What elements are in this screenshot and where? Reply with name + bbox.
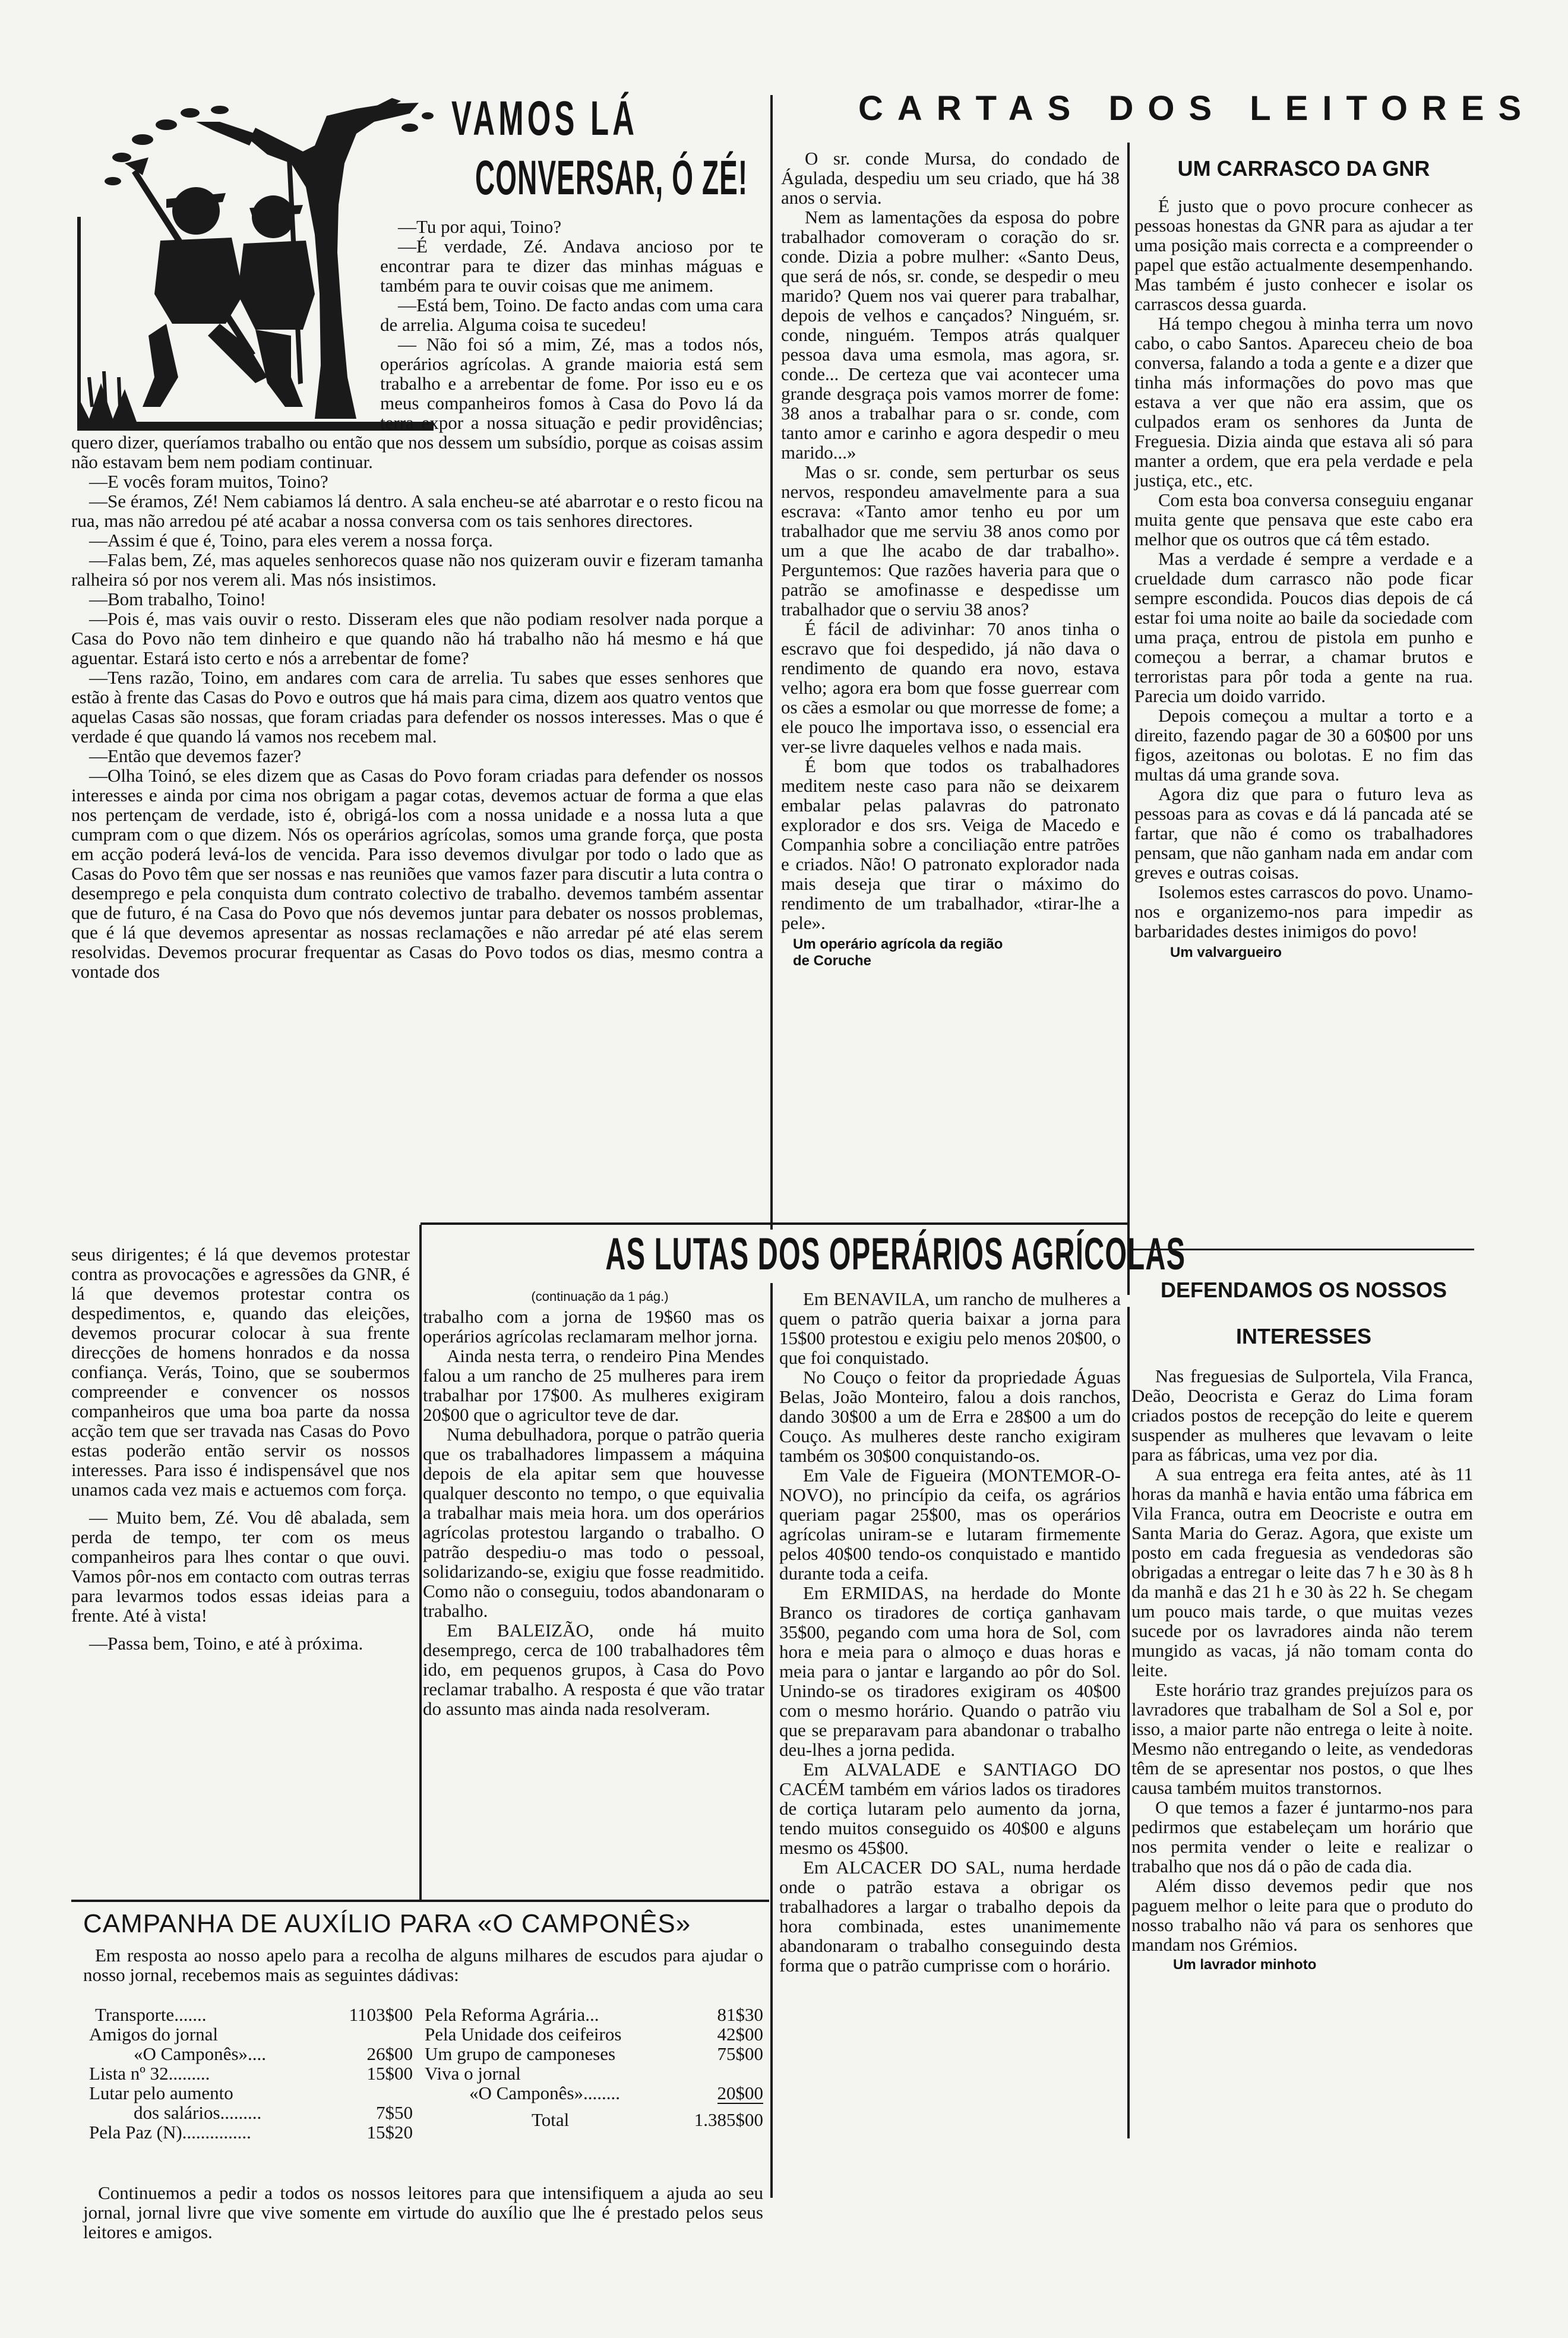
vamos-para: —Falas bem, Zé, mas aqueles senhorecos quase não nos quizeram ouvir e fizeram tamanha ralheira só por nos verem ali. Mas nós insistimos.	[71, 549, 763, 590]
letter2-para: Com esta boa conversa conseguiu enganar muita gente que pensava que este cabo era melhor que os outros que cá têm estado.	[1134, 489, 1473, 549]
ledger-total-value: 1.385$00	[694, 2109, 763, 2130]
vamos-para: seus dirigentes; é lá que devemos protestar contra as provocações e agressões da GNR, é lá que devemos protestar contra os despedimentos, e, quando das eleições, devemos procurar colocar à sua frente direcções de homens honrados e da nossa confiança. Verás, Toino, que se soubermos compreender e convencer os nossos companheiros que uma boa parte da nossa acção tem que ser travada nas Casas do Povo estas poderão então servir os nossos interesses. Para isso é indispensável que nos unamos cada vez mais e actuemos com força.	[71, 1244, 410, 1500]
defendamos-title-line1: DEFENDAMOS OS NOSSOS	[1160, 1278, 1447, 1302]
ledger-total-row	[425, 2110, 763, 2130]
letter1-signature-line1: Um operário agrícola da região	[793, 936, 1003, 952]
ledger-value: 1103$00	[349, 2004, 413, 2025]
lutas-title-wrap	[428, 1229, 1186, 1279]
ledger-row	[89, 2122, 413, 2142]
ledger-row	[89, 2083, 413, 2103]
cartas-letter2	[1134, 196, 1473, 961]
ledger-row	[425, 2044, 763, 2064]
ledger-row	[89, 2044, 413, 2064]
ledger-row	[425, 2083, 763, 2104]
divider-vertical-center-right	[1127, 143, 1130, 1295]
lutas-title: AS LUTAS DOS OPERÁRIOS AGRÍCOLAS	[605, 1229, 1186, 1279]
ledger-label: Pela Reforma Agrária...	[425, 2004, 599, 2025]
lutas-para: Em ERMIDAS, na herdade do Monte Branco os tiradores de cortiça ganhavam 35$00, pegando com uma hora de Sol, com hora e meia para o almoço e duas horas e meia para o jantar e largando ao pôr do Sol. Unindo-se os tiradores exigiram os 40$00 com o mesmo horário. Quando o patrão viu que se preparavam para abandonar o trabalho deu-lhes a jorna pedida.	[779, 1582, 1121, 1760]
ledger-label: Viva o jornal	[425, 2063, 521, 2084]
divider-vertical-campanha-right	[770, 1283, 773, 2198]
letter2-para: Há tempo chegou à minha terra um novo cabo, o cabo Santos. Apareceu cheio de boa conversa, falando a toda a gente e a dizer que tinha más informações do povo mas que estava a ver que não era assim, que os culpados eram os senhores da Junta de Freguesia. Dizia ainda que estava ali só para manter a ordem, que era pela verdade e pela justiça, etc., etc.	[1134, 313, 1473, 491]
vamos-para: —Passa bem, Toino, e até à próxima.	[89, 1633, 363, 1654]
illustration-wrap-space	[71, 217, 380, 431]
letter2-para: Agora diz que para o futuro leva as pessoas para as covas e dá lá pancada até se fartar, que não é como os trabalhadores pensam, que não ganham nada em andar com greves e outras coisas.	[1134, 783, 1473, 883]
ledger-row	[425, 2064, 763, 2083]
letter2-para: Isolemos estes carrascos do povo. Unamo-nos e organizemo-nos para impedir as barbaridades destes inimigos do povo!	[1134, 882, 1473, 941]
vamos-para: —E vocês foram muitos, Toino?	[89, 471, 328, 492]
lutas-para: No Couço o feitor da propriedade Águas Belas, João Monteiro, falou a dois ranchos, dando 30$00 a um de Erra e 28$00 a um do Couço. As mulheres deste rancho exigiram também os 30$00 conquistando-os.	[779, 1367, 1121, 1466]
ledger-row	[89, 2005, 413, 2024]
vamos-para: —Tu por aqui, Toino?	[398, 216, 562, 237]
letter1-signature-line2: de Coruche	[793, 953, 872, 969]
campanha-intro-text: Em resposta ao nosso apelo para a recolha de alguns milhares de escudos para ajudar o nosso jornal, recebemos mais as seguintes dádivas:	[83, 1945, 763, 1985]
defendamos-para: O que temos a fazer é juntarmo-nos para pedirmos que estabeleçam um horário que nos permita vender o leite e realizar o trabalho que nos dá o pão de cada dia.	[1131, 1797, 1473, 1876]
ledger-total-label: Total	[532, 2109, 570, 2130]
ledger-label: Lista nº 32.........	[89, 2063, 210, 2084]
ledger-value: 81$30	[717, 2004, 763, 2025]
ledger-value: 26$00	[366, 2043, 413, 2064]
defendamos-para: Nas freguesias de Sulportela, Vila Franca, Deão, Deocrista e Geraz do Lima foram criados postos de recepção do leite e querem suspender as mulheres que levavam o leite para as fábricas, uma vez por dia.	[1131, 1366, 1473, 1465]
divider-above-lutas	[421, 1222, 1128, 1225]
vamos-para: —Bom trabalho, Toino!	[89, 589, 266, 609]
ledger-value: 15$00	[366, 2063, 413, 2084]
ledger-label: Um grupo de camponeses	[425, 2043, 616, 2064]
lutas-para: Ainda nesta terra, o rendeiro Pina Mendes falou a um rancho de 25 mulheres para irem trabalhar por 17$00. As mulheres exigiram 20$00 que o agricultor teve de dar.	[423, 1345, 764, 1425]
campanha-closing-text: Continuemos a pedir a todos os nossos leitores para que intensifiquem a ajuda ao seu jornal, jornal livre que vive somente em virtude do auxílio que lhe é prestado pelos seus leitores e amigos.	[83, 2182, 763, 2242]
vamos-title-line1: VAMOS LÁ	[451, 91, 638, 146]
campanha-ledger-left	[89, 2005, 413, 2142]
ledger-label: Pela Unidade dos ceifeiros	[425, 2024, 622, 2045]
lutas-para: trabalho com a jorna de 19$60 mas os operários agrícolas reclamaram melhor jorna.	[423, 1306, 764, 1347]
defendamos-para: Além disso devemos pedir que nos paguem melhor o leite para que o produto do nosso trabalho não vá para os senhores que mandam nos Grémios.	[1131, 1875, 1473, 1955]
defendamos-article	[1131, 1366, 1473, 1973]
ledger-label: Amigos do jornal	[89, 2024, 218, 2045]
ledger-row	[89, 2024, 413, 2044]
divider-above-campanha	[71, 1900, 769, 1902]
lutas-para: Numa debulhadora, porque o patrão queria que os trabalhadores limpassem a máquina depois de ela apitar sem que houvesse qualquer desconto no tempo, o que equivalia a trabalhar mais meia hora. um dos operários agrícolas protestou largando o trabalho. O patrão despediu-o mas todo o pessoal, solidarizando-se, exigiu que fosse readmitido. Como não o conseguiu, todos abandonaram o trabalho.	[423, 1424, 764, 1621]
vamos-para: — Muito bem, Zé. Vou dê abalada, sem perda de tempo, ter com os meus companheiros para lhes contar o que ouvi. Vamos pôr-nos em contacto com outras terras para levarmos todos essas ideias para a frente. Até à vista!	[71, 1507, 410, 1626]
vamos-title-line2: CONVERSAR, Ó ZÉ!	[475, 151, 748, 205]
vamos-para: —Então que devemos fazer?	[89, 745, 302, 766]
vamos-article-bottom	[71, 1244, 410, 1653]
ledger-row	[425, 2024, 763, 2044]
campanha-intro	[83, 1945, 763, 1985]
ledger-label: Lutar pelo aumento	[89, 2083, 233, 2103]
ledger-value: 75$00	[717, 2043, 763, 2064]
letter1-para: O sr. conde Mursa, do condado de Águlada, despediu um seu criado, que há 38 anos o servia.	[781, 148, 1120, 208]
vamos-para: —Está bem, Toino. De facto andas com uma cara de arrelia. Alguma coisa te sucedeu!	[380, 295, 763, 335]
ledger-label: Transporte.......	[95, 2004, 207, 2025]
letter2-signature: Um valvargueiro	[1170, 944, 1282, 961]
lutas-para: Em BENAVILA, um rancho de mulheres a quem o patrão queria baixar a jorna para 15$00 protestou e exigiu pelo menos 20$00, o que foi conquistado.	[779, 1288, 1121, 1368]
lutas-subtitle: (continuação da 1 pág.)	[531, 1289, 669, 1304]
lutas-para: Em Vale de Figueira (MONTEMOR-O-NOVO), no princípio da ceifa, os agrários queriam pagar 25$00, mas os operários agrícolas uniram-se e lutaram firmemente pelos 40$00 tendo-os conquistado e mantido durante toda a ceifa.	[779, 1465, 1121, 1584]
vamos-para: — Não foi só a mim, Zé, mas a todos nós, operários agrícolas. A grande maioria está sem trabalho e a arrebentar de fome. Por isso eu e os meus companheiros fomos à Casa do Povo lá da terra expor a nossa situação e pedir providências; quero dizer, queríamos trabalho ou então que nos dessem um subsídio, porque as coisas assim não estavam bem nem podiam continuar.	[71, 334, 763, 472]
vamos-para: —Pois é, mas vais ouvir o resto. Disseram eles que não podiam resolver nada porque a Casa do Povo não tem dinheiro e que quando não há trabalho não há mesmo e há que aguentar. Estará isto certo e nós a arrebentar de fome?	[71, 608, 763, 668]
ledger-value: 20$00	[717, 2083, 763, 2103]
letter2-para: Mas a verdade é sempre a verdade e a crueldade dum carrasco não pode ficar sempre escondida. Poucos dias depois de cá estar foi uma noite ao baile da sociedade com uma praça, entrou de pistola em punho e começou a berrar, a chamar brutos e terroristas para pôr toda a gente na rua. Parecia um doido varrido.	[1134, 548, 1473, 706]
lutas-para: Em ALVALADE e SANTIAGO DO CACÉM também em vários lados os tiradores de cortiça lutaram pelo aumento da jorna, tendo muitos conseguido os 40$00 e alguns mesmo os 45$00.	[779, 1759, 1121, 1858]
vamos-para: —Tens razão, Toino, em andares com cara de arrelia. Tu sabes que esses senhores que estão à frente das Casas do Povo e outros que há mais para cima, dizem aos quatro ventos que aquelas Casas são nossas, que foram criadas para defender os nossos interesses. Mas o que é verdade é que quando lá vamos nos recebem mal.	[71, 667, 763, 747]
lutas-col1	[423, 1307, 764, 1718]
defendamos-title-line2: INTERESSES	[1235, 1324, 1372, 1348]
ledger-label: dos salários.........	[134, 2102, 262, 2123]
defendamos-para: A sua entrega era feita antes, até às 11 horas da manhã e havia então uma fábrica em Vila Franca, outra em Deocriste e outra em Santa Maria do Geraz. Agora, que existe um posto em cada freguesia as vendedoras são obrigadas a entregar o leite das 7 h e 30 às 8 h da manhã e das 21 h e 30 às 22 h. Se chegam um pouco mais tarde, o que muitas vezes sucede por os lavradores ainda não terem mungido as vacas, já não tomam conta do leite.	[1131, 1464, 1473, 1680]
lutas-para: Em BALEIZÃO, onde há muito desemprego, cerca de 100 trabalhadores têm ido, em pequenos grupos, à Casa do Povo reclamar trabalho. A resposta é que vão tratar do assunto mas ainda nada resolveram.	[423, 1620, 764, 1719]
ledger-value: 7$50	[376, 2102, 413, 2123]
letter1-para: Nem as lamentações da esposa do pobre trabalhador comoveram o coração do sr. conde. Dizia a pobre mulher: «Santo Deus, que será de nós, sr. conde, se despedir o meu marido? Quem nos vai querer para trabalhar, depois de velhos e cançados? Ninguém, sr. conde, ninguém. Tempos atrás qualquer pessoa dava uma esmola, mas agora, sr. conde... De certeza que vai acontecer uma grande desgraça pois vamos morrer de fome: 38 anos a trabalhar para o sr. conde, com tanto amor e carinho e agora despedir o meu marido...»	[781, 207, 1120, 463]
divider-vertical-left-center	[770, 95, 773, 1230]
divider-vertical-right-lower	[1127, 1307, 1130, 2138]
campanha-closing	[83, 2183, 763, 2242]
vamos-para: —Se éramos, Zé! Nem cabiamos lá dentro. A sala encheu-se até abarrotar e o resto ficou na rua, mas não arredou pé até acabar a nossa conversa com os tais senhores directores.	[71, 491, 763, 531]
divider-vertical-lutas-left	[419, 1225, 422, 1902]
letter1-para: É bom que todos os trabalhadores meditem neste caso para não se deixarem embalar pelas palavras do patronato explorador e dos srs. Veiga de Macedo e Companhia sobre a conciliação entre patrões e criados. Não! O patronato explorador nada mais deseja que tirar o máximo do rendimento de um trabalhador, «tirar-lhe a pele».	[781, 756, 1120, 933]
ledger-row	[89, 2103, 413, 2122]
cartas-letter1	[781, 149, 1120, 969]
defendamos-para: Este horário traz grandes prejuízos para os lavradores que trabalham de Sol a Sol e, por isso, a maior parte não entrega o leite à noite. Mesmo não entregando o leite, as vendedoras têm de se apresentar nos postos, o que lhes causa também muitos transtornos.	[1131, 1679, 1473, 1798]
campanha-title: CAMPANHA DE AUXÍLIO PARA «O CAMPONÊS»	[83, 1909, 691, 1938]
lutas-para: Em ALCACER DO SAL, numa herdade onde o patrão estava a obrigar os trabalhadores a largar o trabalho depois da hora combinada, estes unanimemente abandonaram o trabalho conseguindo desta forma que o patrão cumprisse com o horário.	[779, 1857, 1121, 1976]
letter1-para: É fácil de adivinhar: 70 anos tinha o escravo que foi despedido, já não dava o rendimento de quando era novo, estava velho; agora era bom que fosse guerrear com os cães a esmolar ou que morresse de fome; a ele pouco lhe importava isso, o essencial era ver-se livre daqueles velhos e nada mais.	[781, 618, 1120, 757]
campanha-ledger-right	[425, 2005, 763, 2130]
letter2-title: UM CARRASCO DA GNR	[1177, 156, 1430, 181]
vamos-para: —Olha Toinó, se eles dizem que as Casas do Povo foram criadas para defender os nossos interesses e ainda por cima nos obrigam a pagar cotas, devemos actuar de forma a que elas nos pertençam de verdade, isto é, obrigá-los com a nossa unidade e a nossa luta a que cumpram com o que dizem. Nós os operários agrícolas, somos uma grande força, que posta em acção poderá levá-los de vencida. Para isso devemos divulgar por todo o lado que as Casas do Povo têm que ser nossas e nas reuniões que vamos fazer para discutir a luta contra o desemprego e pela conquista dum contrato colectivo de trabalho. devemos também assentar que de futuro, é na Casa do Povo que nós devemos juntar para debater os nossos problemas, que é lá que devemos apresentar as nossas reclamações e não arredar pé até elas serem resolvidas. Devemos procurar frequentar as Casas do Povo todos os dias, mesmo contra a vontade dos	[71, 765, 763, 982]
lutas-col2	[779, 1289, 1121, 1975]
ledger-row	[89, 2064, 413, 2083]
vamos-para: —Assim é que é, Toino, para eles verem a nossa força.	[89, 530, 493, 551]
ledger-label: «O Camponês»....	[134, 2043, 267, 2064]
cartas-title: CARTAS DOS LEITORES	[858, 89, 1536, 128]
letter2-para: É justo que o povo procure conhecer as pessoas honestas da GNR para as ajudar a ter uma posição mais correcta e a compreender o papel que estão actualmente desempenhando. Mas também é justo conhecer e isolar os carrascos dessa guarda.	[1134, 195, 1473, 314]
vamos-article-top	[71, 217, 763, 981]
ledger-label: Pela Paz (N)...............	[89, 2122, 251, 2143]
vamos-para: —É verdade, Zé. Andava ancioso por te encontrar para te dizer das minhas máguas e também para te ouvir coisas que me animem.	[380, 236, 763, 296]
ledger-value: 42$00	[717, 2024, 763, 2045]
ledger-value: 15$20	[366, 2122, 413, 2143]
ledger-label: «O Camponês»........	[469, 2083, 621, 2103]
ledger-row	[425, 2005, 763, 2024]
letter2-para: Depois começou a multar a torto e a direito, fazendo pagar de 30 a 60$00 por uns figos, azeitonas ou bolotas. E no fim das multas dá uma grande sova.	[1134, 705, 1473, 785]
letter1-para: Mas o sr. conde, sem perturbar os seus nervos, respondeu amavelmente para a sua escrava: «Tanto amor tenho eu por um trabalhador que me serviu 38 anos como por um a que lhe acabo de dar trabalho». Perguntemos: Que razões haveria para que o patrão se amofinasse e despedisse um trabalhador que o serviu 38 anos?	[781, 462, 1120, 620]
defendamos-signature: Um lavrador minhoto	[1173, 1957, 1317, 1973]
